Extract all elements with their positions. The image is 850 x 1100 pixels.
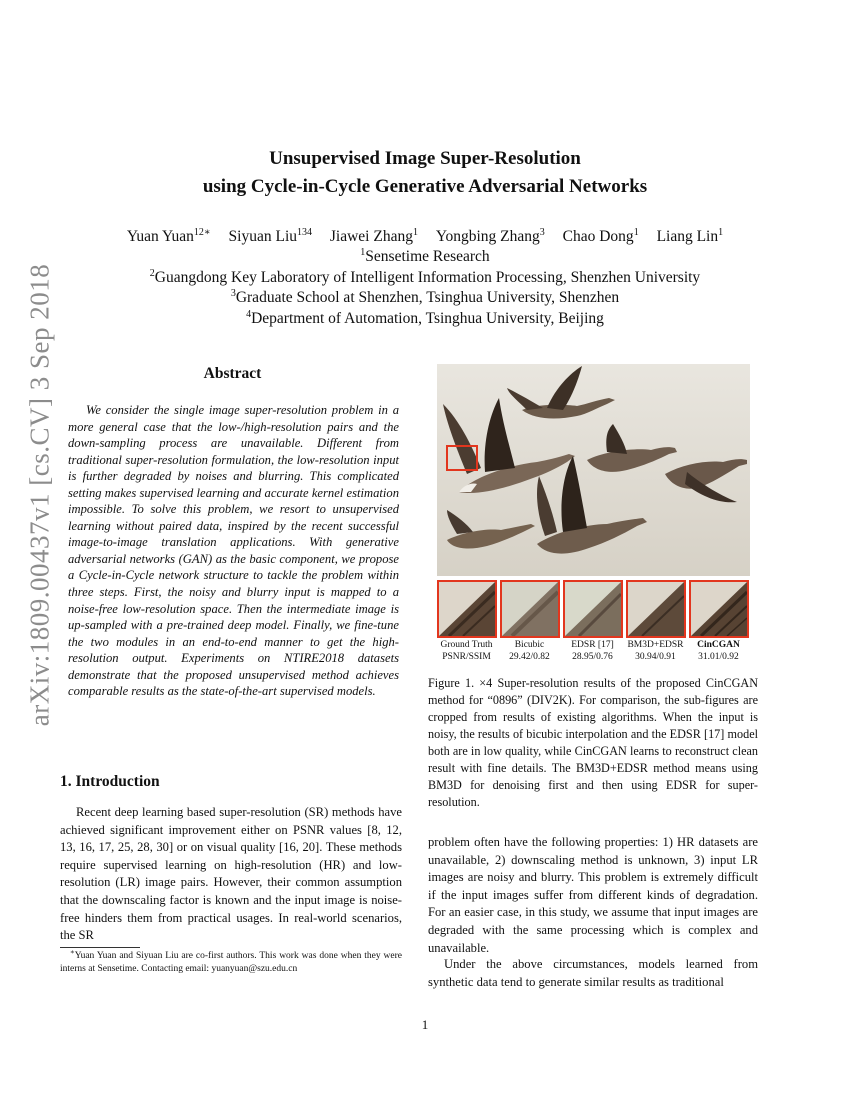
author: Yongbing Zhang$^3$	[435, 227, 545, 245]
abstract-body: We consider the single image super-resolution problem in a more general case that the low-/high-resolution pairs and the down-sampling process are unavailable. Different from traditional super-resolution formulation, the low-resolution input is further degraded by noises and blurring. This complicated setting makes supervised learning and accurate kernel estimation impossible. To solve this problem, we resort to unsupervised learning without paired data, inspired by the recent successful image-to-image translation applications. With generative adversarial networks (GAN) as the basic component, we propose a Cycle-in-Cycle network structure to tackle the problem within three steps. First, the noisy and blurry input is mapped to a noise-free low-resolution space. Then the intermediate image is up-sampled with a pre-trained deep model. Finally, we fine-tune the two modules in an end-to-end manner to get the high-resolution output. Experiments on NTIRE2018 datasets demonstrate that the proposed unsupervised method achieves comparable results as the state-of-the-art supervised models.	[68, 403, 399, 699]
figure-label-column: Bicubic 29.42/0.82	[509, 640, 550, 662]
figure-label-column: BM3D+EDSR 30.94/0.91	[627, 640, 684, 662]
author: Chao Dong$^1$	[562, 227, 639, 245]
figure-caption: Figure 1. ×4 Super-resolution results of the proposed CinCGAN method for “0896” (DIV2K). For comparison, the sub-figures are cropped from results of existing algorithms. When the input is noisy, the results of bicubic interpolation and the EDSR [17] model both are in low quality, while CinCGAN learns to reconstruct clean result with fine details. The BM3D+EDSR method means using BM3D for denoising first and then using EDSR for super-resolution.	[428, 676, 758, 809]
affiliation: $^3$Graduate School at Shenzhen, Tsinghua University, Shenzhen	[230, 288, 620, 306]
crop-bicubic	[500, 580, 560, 638]
body-paragraph: Under the above circumstances, models learned from synthetic data tend to generate similar results as traditional	[428, 957, 758, 989]
arxiv-stamp	[14, 263, 66, 727]
author: Yuan Yuan$^{12∗}$	[126, 227, 211, 245]
title-line-2: using Cycle-in-Cycle Generative Adversarial Networks	[202, 176, 648, 197]
figure-main-image	[437, 364, 750, 576]
crop-cincgan	[689, 580, 749, 638]
figure-label-column: EDSR [17] 28.95/0.76	[571, 640, 614, 662]
figure-crop-strip	[437, 580, 750, 638]
title-line-1: Unsupervised Image Super-Resolution	[269, 148, 581, 169]
paper-title	[100, 145, 750, 201]
affiliation: $^1$Sensetime Research	[360, 247, 490, 265]
author: Liang Lin$^1$	[656, 227, 724, 245]
section-heading-introduction: 1. Introduction	[60, 773, 160, 790]
figure-label-column: CinCGAN 31.01/0.92	[697, 640, 740, 662]
abstract-heading: Abstract	[203, 365, 262, 382]
affiliations	[60, 247, 790, 329]
author: Siyuan Liu$^{134}$	[228, 227, 313, 245]
geese-photo	[437, 364, 750, 576]
crop-bm3d-edsr	[626, 580, 686, 638]
crop-edsr	[563, 580, 623, 638]
intro-paragraph: Recent deep learning based super-resolution (SR) methods have achieved significant improvement either on PSNR values [8, 12, 13, 16, 17, 25, 28, 30] or on visual quality [16, 20]. These methods require supervised learning on high-resolution (HR) and low-resolution (LR) image pairs. However, their common assumption that the downscaling factor is known and the input image is noise-free hinders them from practical usages. In real-world scenarios, the SR	[60, 805, 402, 943]
arxiv-id: arXiv:1809.00437v1 [cs.CV] 3 Sep 2018	[24, 263, 55, 727]
crop-ground-truth	[437, 580, 497, 638]
page-number: 1	[421, 1017, 429, 1032]
affiliation: $^4$Department of Automation, Tsinghua University, Beijing	[246, 308, 604, 327]
author-list	[60, 226, 790, 248]
footnote: ∗Yuan Yuan and Siyuan Liu are co-first authors. This work was done when they were interns at Sensetime. Contacting email: yuanyuan@szu.edu.cn	[60, 948, 402, 974]
figure-labels	[435, 640, 752, 664]
author: Jiawei Zhang$^1$	[329, 227, 418, 245]
figure-label-column: Ground Truth PSNR/SSIM	[440, 640, 493, 662]
body-paragraph: problem often have the following properties: 1) HR datasets are unavailable, 2) downscaling method is unknown, 3) input LR images are noisy and blurry. This problem is extremely difficult if the input images suffer from different kinds of degradation. For an easier case, in this study, we assume that input images are degraded with the same processing which is complex and unavailable.	[428, 835, 758, 955]
affiliation: $^2$Guangdong Key Laboratory of Intelligent Information Processing, Shenzhen University	[149, 267, 701, 286]
